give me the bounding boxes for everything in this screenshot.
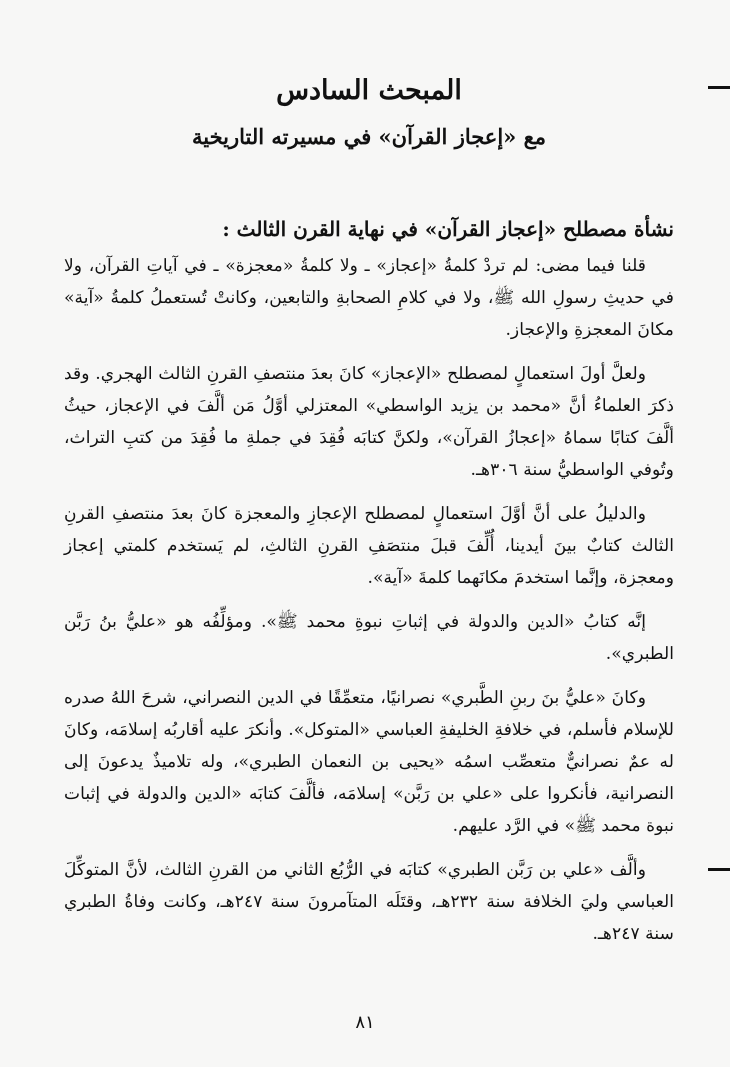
paragraph: إنَّه كتابُ «الدين والدولة في إثباتِ نبوةِ محمد ﷺ». ومؤلِّفُه هو «عليُّ بنُ رَبَّن الطبري». (64, 612, 674, 664)
page-number: ٨١ (355, 1012, 375, 1033)
paragraph: وكانَ «عليُّ بنَ ربنِ الطَّبري» نصرانيًا، متعمِّقًا في الدين النصراني، شرحَ اللهُ صدره للإسلام فأسلم، في خلافةِ الخليفةِ العباسي «المتوكل». وأنكرَ عليه أقاربُه إسلامَه، وكانَ له عمٌ نصرانيٌّ متعصِّب اسمُه «يحيى بن النعمان الطبري»، وله تلاميذٌ يدعونَ إلى النصرانية، فأنكروا على «علي بن رَبَّن» إسلامَه، فألَّفَ كتابَه «الدين والدولة في إثبات نبوة محمد ﷺ» في الرَّد عليهم. (64, 688, 674, 836)
paragraph: قلنا فيما مضى: لم تردْ كلمةُ «إعجاز» ـ ولا كلمةُ «معجزة» ـ في آياتِ القرآن، ولا في حديثِ رسولِ الله ﷺ، ولا في كلامِ الصحابةِ والتابعين، وكانتْ تُستعملُ كلمةُ «آية» مكانَ المعجزةِ والإعجاز. (64, 256, 674, 340)
chapter-subtitle: مع «إعجاز القرآن» في مسيرته التاريخية (191, 124, 547, 149)
paragraph: ولعلَّ أولَ استعمالٍ لمصطلح «الإعجاز» كانَ بعدَ منتصفِ القرنِ الثالث الهجري. وقد ذكرَ العلماءُ أنَّ «محمد بن يزيد الواسطي» المعتزلي أوَّلُ مَن ألَّفَ في الإعجاز، حيثُ ألَّفَ كتابًا سماهُ «إعجازُ القرآن»، ولكنَّ كتابَه فُقِدَ في جملةِ ما فُقِدَ من كتبِ التراث، وتُوفي الواسطيُّ سنة ٣٠٦هـ. (64, 364, 674, 480)
edge-tab-mark (708, 868, 730, 871)
paragraph: والدليلُ على أنَّ أوَّلَ استعمالٍ لمصطلح الإعجازِ والمعجزة كانَ بعدَ منتصفِ القرنِ الثالث كتابٌ بينَ أيدينا، أُلِّفَ قبلَ منتصَفِ القرنِ الثالثِ، لم يَستخدم كلمتي إعجاز ومعجزة، وإنَّما استخدمَ مكانَهما كلمةَ «آية». (64, 504, 674, 588)
page-content (64, 70, 674, 950)
edge-tab-mark (708, 86, 730, 89)
chapter-title: المبحث السادس (276, 75, 462, 106)
section-heading: نشأة مصطلح «إعجاز القرآن» في نهاية القرن الثالث : (222, 217, 674, 241)
paragraph: وألَّف «علي بن رَبَّن الطبري» كتابَه في الرُّبُع الثاني من القرنِ الثالث، لأنَّ المتوكِّلَ العباسي وليَ الخلافة سنة ٢٣٢هـ، وقتَلَه المتآمرونَ سنة ٢٤٧هـ، وكانت وفاةُ الطبري سنة ٢٤٧هـ. (64, 860, 674, 944)
